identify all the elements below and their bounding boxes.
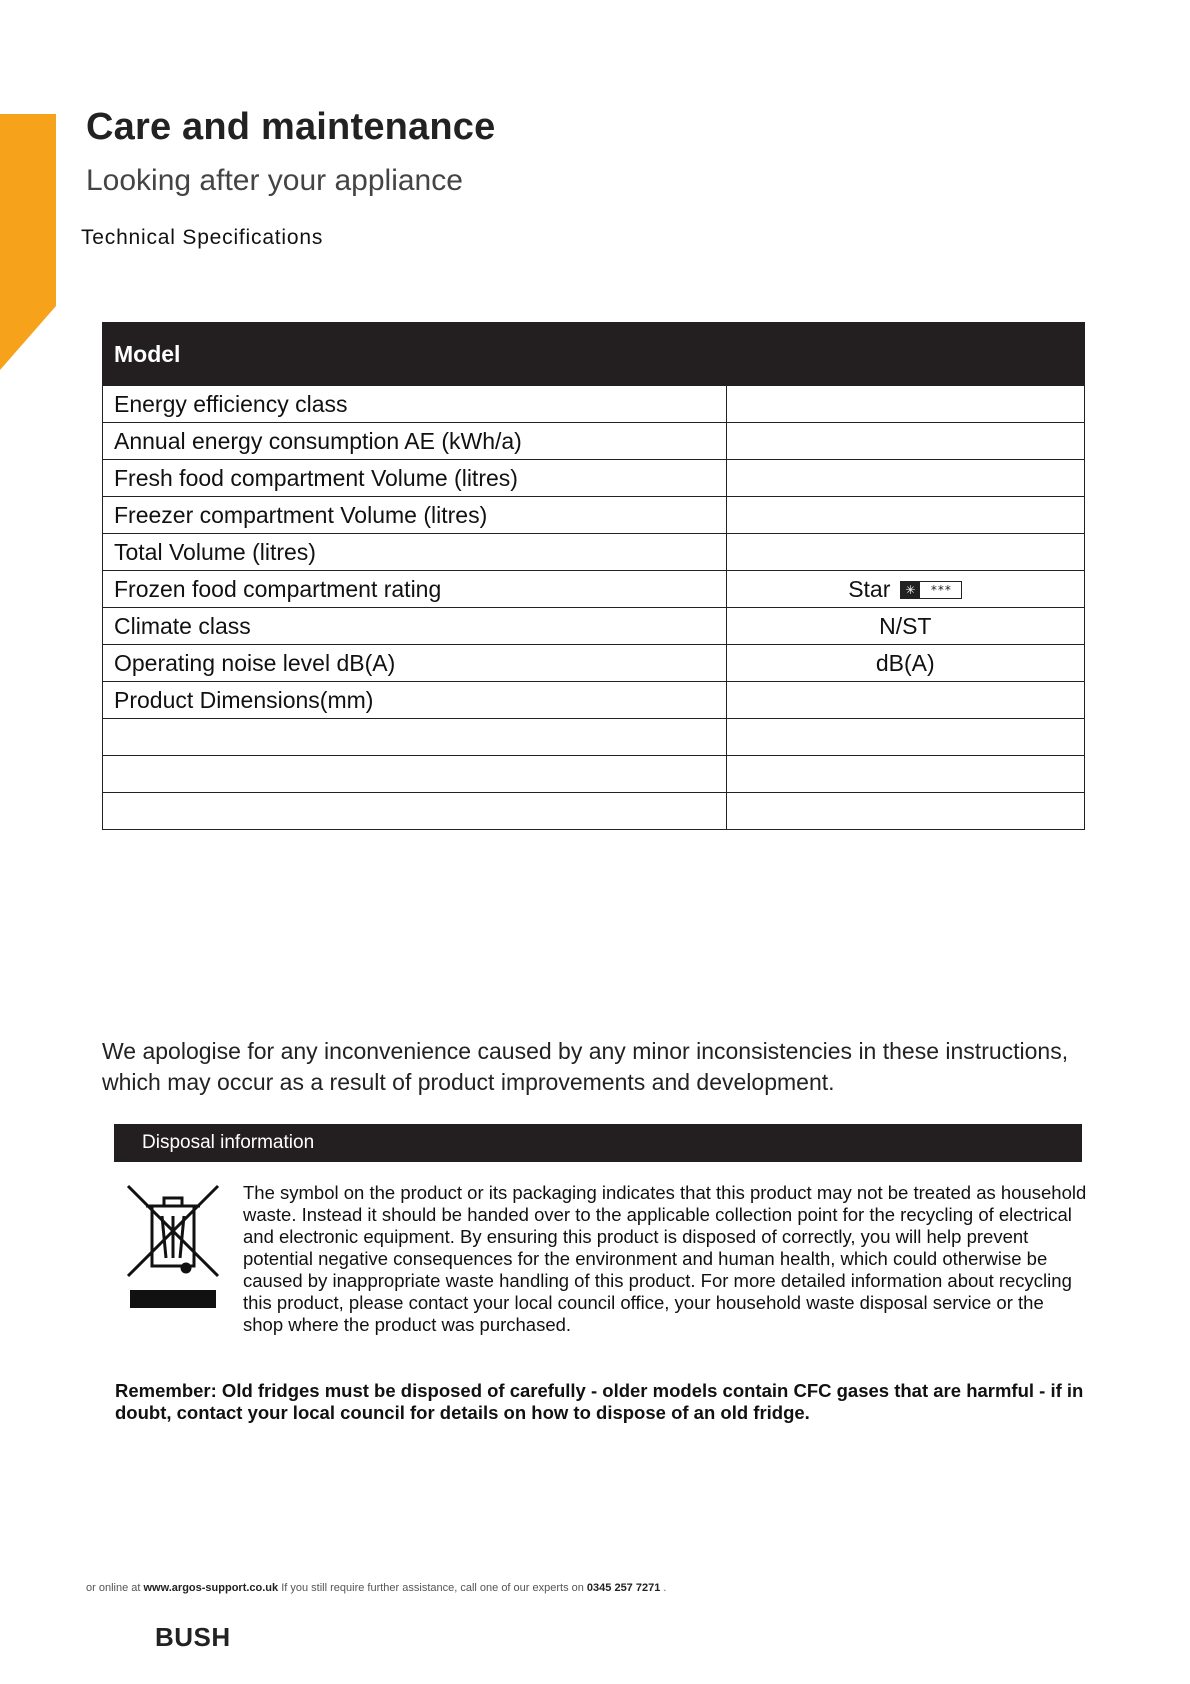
spec-value [726,793,1084,830]
spec-value [726,719,1084,756]
spec-value [726,571,1084,608]
spec-label [103,793,727,830]
spec-label [103,756,727,793]
table-row [103,460,1085,497]
spec-label: Total Volume (litres) [103,534,727,571]
star-rating-label: Star [848,575,891,602]
apology-note: We apologise for any inconvenience caused by any minor inconsistencies in these instructions, which may occur as a result of product improvements and development. [102,1038,1069,1095]
footer-middle: If you still require further assistance, call one of our experts on [278,1582,587,1594]
spec-value [726,756,1084,793]
table-row [103,571,1085,608]
spec-label: Fresh food compartment Volume (litres) [103,460,727,497]
footer-contact [86,1582,666,1594]
table-row [103,645,1085,682]
footer-prefix: or online at [86,1582,144,1594]
table-row [103,793,1085,830]
table-row [103,386,1085,423]
section-title: Technical Specifications [81,226,324,249]
spec-label: Climate class [103,608,727,645]
spec-label: Frozen food compartment rating [103,571,727,608]
four-star-rating-icon: ✳ *** [900,581,962,599]
spec-value [726,534,1084,571]
spec-value [726,386,1084,423]
table-row [103,534,1085,571]
support-phone-number: 0345 257 7271 [586,1582,661,1594]
remember-note: Remember: Old fridges must be disposed of carefully - older models contain CFC gases that are harmful - if in doubt, contact your local council for details on how to dispose of an old fridge. [115,1380,1084,1423]
page-title: Care and maintenance [86,106,496,148]
spec-value [726,423,1084,460]
spec-table [102,322,1085,830]
disposal-text: The symbol on the product or its packaging indicates that this product may not be treated as household waste. Instead it should be handed over to the applicable collection point for the recycling of electrical and electronic equipment. By ensuring this product is disposed of correctly, you will help prevent potential negative consequences for the environment and human health, which could otherwise be caused by inappropriate waste handling of this product. For more detailed information about recycling this product, please contact your local council office, your household waste disposal service or the shop where the product was purchased. [243,1182,1087,1335]
weee-crossed-bin-icon [122,1180,224,1312]
spec-table-header: Model [103,323,1085,386]
spec-table-header-row [103,323,1085,386]
support-website-link[interactable]: www.argos-support.co.uk [143,1582,279,1594]
spec-label: Product Dimensions(mm) [103,682,727,719]
brand-logo: BUSH [155,1622,231,1652]
table-row [103,682,1085,719]
disposal-heading: Disposal information [114,1124,1082,1162]
footer-suffix: . [660,1582,667,1594]
table-row [103,719,1085,756]
spec-label: Operating noise level dB(A) [103,645,727,682]
table-row [103,423,1085,460]
table-row [103,608,1085,645]
spec-value: dB(A) [726,645,1084,682]
spec-label [103,719,727,756]
spec-value [726,682,1084,719]
orange-edge-tab [0,114,56,370]
spec-value [726,460,1084,497]
spec-label: Freezer compartment Volume (litres) [103,497,727,534]
table-row [103,756,1085,793]
spec-value: N/ST [726,608,1084,645]
spec-label: Annual energy consumption AE (kWh/a) [103,423,727,460]
spec-label: Energy efficiency class [103,386,727,423]
table-row [103,497,1085,534]
spec-value [726,497,1084,534]
page-subtitle: Looking after your appliance [86,164,463,197]
